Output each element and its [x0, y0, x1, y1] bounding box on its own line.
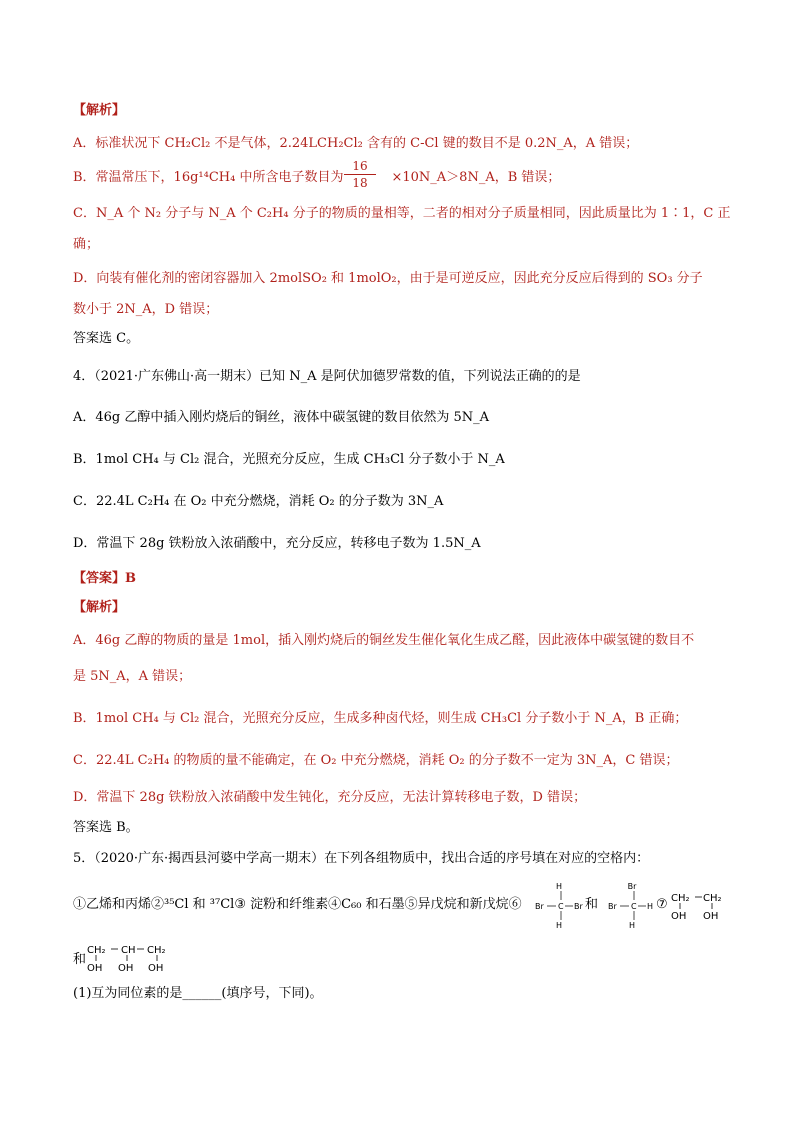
explain-b-post: ×10N_A＞8N_A，B 错误； — [391, 170, 561, 185]
fraction-16-18 — [340, 159, 380, 190]
fraction-numerator: 16 — [352, 159, 368, 173]
answer-q3: 答案选 C。 — [73, 331, 140, 346]
s3-o1: OH — [671, 911, 687, 922]
s1-center: C — [558, 902, 564, 911]
s1-right: Br — [574, 902, 583, 911]
and-2: 和 — [73, 952, 87, 967]
s2-top: Br — [627, 882, 637, 891]
item-7-label: ⑦ — [656, 897, 668, 912]
fraction-denominator: 18 — [352, 176, 368, 190]
explain-d-line2: 数小于 2N_A，D 错误； — [73, 302, 219, 317]
explain-q4-d: D．常温下 28g 铁粉放入浓硝酸中发生钝化，充分反应，无法计算转移电子数，D 错误； — [73, 790, 587, 805]
s4-o3: OH — [148, 963, 164, 974]
structure-ethylene-glycol — [671, 890, 727, 922]
explain-tag: 【解析】 — [73, 103, 126, 118]
explain-d-line1: D．向装有催化剂的密闭容器加入 2molSO₂ 和 1molO₂，由于是可逆反应，因此充分反应后得到的 SO₃ 分子 — [73, 271, 703, 286]
question-5-sub-1: (1)互为同位素的是______(填序号，下同)。 — [73, 986, 323, 1001]
question-5-items: ①乙烯和丙烯②³⁵Cl 和 ³⁷Cl③ 淀粉和纤维素④C₆₀ 和石墨⑤异戊烷和新戊烷⑥ — [73, 897, 522, 912]
answer-tag-q4: 【答案】B — [73, 571, 136, 586]
s2-center: C — [631, 902, 637, 911]
s3-c1: CH₂ — [671, 893, 690, 904]
structure-dibromomethane-1 — [533, 880, 585, 932]
s1-top: H — [555, 882, 563, 891]
s4-o1: OH — [87, 963, 103, 974]
structure-glycerol — [87, 942, 177, 974]
explain-q4-b: B．1mol CH₄ 与 Cl₂ 混合，光照充分反应，生成多种卤代烃，则生成 CH₃Cl 分子数小于 N_A，B 正确； — [73, 711, 688, 726]
question-4-option-a: A．46g 乙醇中插入刚灼烧后的铜丝，液体中碳氢键的数目依然为 5N_A — [73, 410, 490, 425]
s3-c2: CH₂ — [703, 893, 722, 904]
explain-q4-a-line2: 是 5N_A，A 错误； — [73, 669, 192, 684]
structure-dibromomethane-2 — [606, 880, 658, 932]
s1-left: Br — [535, 902, 544, 911]
explain-q4-a-line1: A．46g 乙醇的物质的量是 1mol，插入刚灼烧后的铜丝发生催化氧化生成乙醛，因此液体中碳氢键的数目不 — [73, 633, 695, 648]
explain-c-line1: C．N_A 个 N₂ 分子与 N_A 个 C₂H₄ 分子的物质的量相等，二者的相对分子质量相同，因此质量比为 1∶1，C 正 — [73, 206, 731, 221]
fraction-bar — [344, 174, 376, 175]
explain-tag-q4: 【解析】 — [73, 600, 126, 615]
s4-c3: CH₂ — [147, 945, 166, 956]
s4-c1: CH₂ — [87, 945, 106, 956]
explain-b — [73, 169, 733, 187]
explain-a: A．标准状况下 CH₂Cl₂ 不是气体，2.24LCH₂Cl₂ 含有的 C-Cl 键的数目不是 0.2N_A，A 错误； — [73, 136, 639, 151]
s2-right: H — [647, 902, 654, 911]
question-5-stem: 5．（2020·广东·揭西县河婆中学高一期末）在下列各组物质中，找出合适的序号填在对应的空格内： — [73, 851, 650, 866]
s1-bottom: H — [555, 921, 563, 930]
s3-o2: OH — [703, 911, 719, 922]
s4-c2: CH — [121, 945, 136, 956]
question-4-stem: 4．（2021·广东佛山·高一期末）已知 N_A 是阿伏加德罗常数的值，下列说法正确的的是 — [73, 369, 581, 384]
s2-bottom: H — [628, 921, 636, 930]
and-1: 和 — [585, 897, 599, 912]
answer-q4: 答案选 B。 — [73, 820, 139, 835]
question-4-option-c: C．22.4L C₂H₄ 在 O₂ 中充分燃烧，消耗 O₂ 的分子数为 3N_A — [73, 494, 444, 509]
explain-c-line2: 确； — [73, 237, 100, 252]
s4-o2: OH — [118, 963, 134, 974]
explain-b-pre: B．常温常压下，16g¹⁴CH₄ 中所含电子数目为 — [73, 170, 344, 185]
question-4-option-b: B．1mol CH₄ 与 Cl₂ 混合，光照充分反应，生成 CH₃Cl 分子数小于 N_A — [73, 452, 505, 467]
question-4-option-d: D．常温下 28g 铁粉放入浓硝酸中，充分反应，转移电子数为 1.5N_A — [73, 536, 481, 551]
s2-left: Br — [608, 902, 617, 911]
explain-q4-c: C．22.4L C₂H₄ 的物质的量不能确定，在 O₂ 中充分燃烧，消耗 O₂ 的分子数不一定为 3N_A，C 错误； — [73, 753, 679, 768]
